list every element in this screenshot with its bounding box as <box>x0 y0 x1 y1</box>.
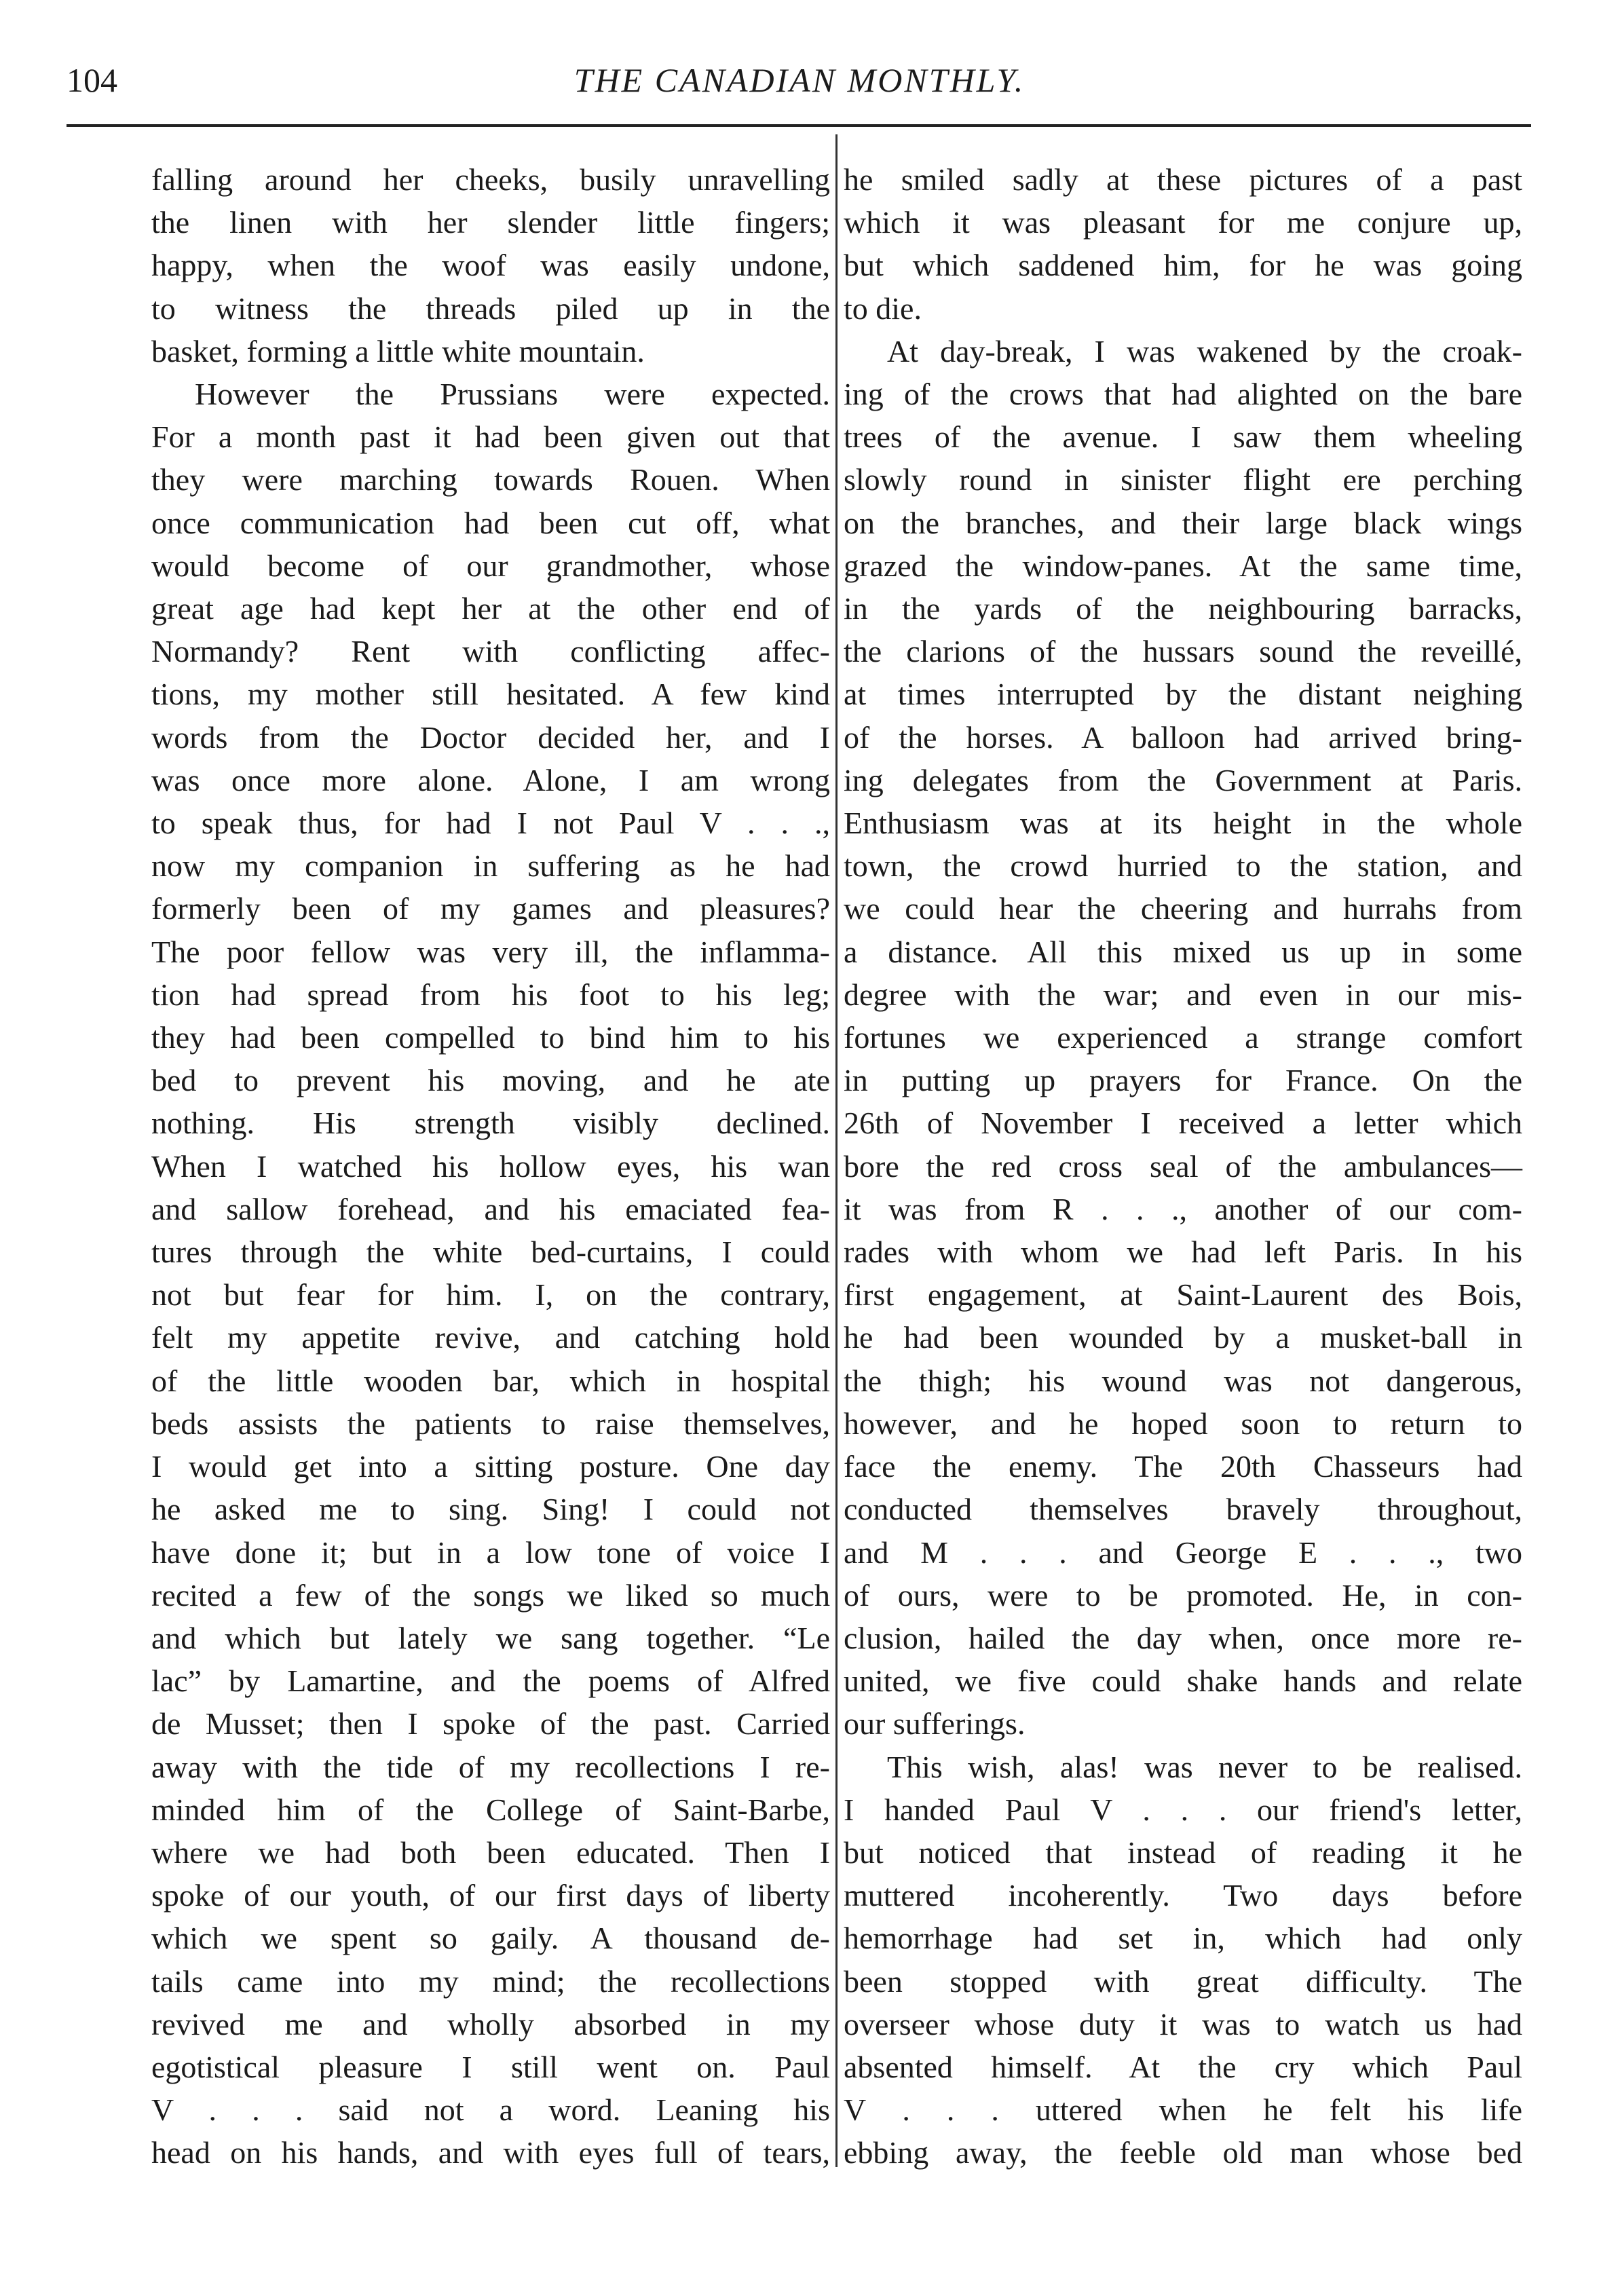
column-divider <box>835 134 838 2167</box>
text-line: falling around her cheeks, busily unravelling <box>151 162 830 197</box>
text-line: was once more alone. Alone, I am wrong <box>151 762 830 797</box>
text-line: lac” by Lamartine, and the poems of Alfred <box>151 1663 830 1699</box>
text-line: have done it; but in a low tone of voice I <box>151 1535 830 1570</box>
text-line: hemorrhage had set in, which had only <box>844 1921 1522 1956</box>
text-line: words from the Doctor decided her, and I <box>151 719 830 755</box>
text-line: but noticed that instead of reading it he <box>844 1834 1522 1870</box>
text-line: and M . . . and George E . . ., two <box>844 1535 1522 1570</box>
text-line: At day-break, I was wakened by the croak- <box>887 333 1522 369</box>
text-line: V . . . uttered when he felt his life <box>844 2092 1522 2128</box>
header-rule <box>67 124 1531 127</box>
text-line: they had been compelled to bind him to his <box>151 1020 830 1055</box>
page-number: 104 <box>67 61 117 99</box>
text-line: however, and he hoped soon to return to <box>844 1406 1522 1441</box>
text-line: away with the tide of my recollections I re- <box>151 1749 830 1784</box>
text-line: face the enemy. The 20th Chasseurs had <box>844 1449 1522 1484</box>
text-line: the linen with her slender little fingers; <box>151 205 830 240</box>
text-line: ing of the crows that had alighted on the bare <box>844 377 1522 412</box>
text-line: conducted themselves bravely throughout, <box>844 1492 1522 1527</box>
text-line: felt my appetite revive, and catching hold <box>151 1320 830 1355</box>
text-line: the thigh; his wound was not dangerous, <box>844 1363 1522 1398</box>
text-line: muttered incoherently. Two days before <box>844 1878 1522 1913</box>
text-line: we could hear the cheering and hurrahs from <box>844 891 1522 926</box>
text-line: he smiled sadly at these pictures of a past <box>844 162 1522 197</box>
text-line: rades with whom we had left Paris. In his <box>844 1235 1522 1270</box>
text-line: degree with the war; and even in our mis- <box>844 977 1522 1012</box>
text-line: spoke of our youth, of our first days of liberty <box>151 1878 830 1913</box>
text-line: in the yards of the neighbouring barracks, <box>844 591 1522 626</box>
text-line: now my companion in suffering as he had <box>151 848 830 884</box>
text-line: tails came into my mind; the recollections <box>151 1963 830 1999</box>
text-line: but which saddened him, for he was going <box>844 248 1522 283</box>
text-line: bore the red cross seal of the ambulances— <box>844 1148 1522 1184</box>
text-line: great age had kept her at the other end of <box>151 591 830 626</box>
text-line: to speak thus, for had I not Paul V . . ., <box>151 806 830 841</box>
text-line: where we had both been educated. Then I <box>151 1834 830 1870</box>
text-line: of ours, were to be promoted. He, in con- <box>844 1577 1522 1613</box>
text-line: This wish, alas! was never to be realised. <box>887 1749 1522 1784</box>
text-line: to die. <box>844 290 922 326</box>
text-line: a distance. All this mixed us up in some <box>844 934 1522 969</box>
text-line: Normandy? Rent with conflicting affec- <box>151 634 830 669</box>
text-line: When I watched his hollow eyes, his wan <box>151 1148 830 1184</box>
text-line: slowly round in sinister flight ere perching <box>844 462 1522 497</box>
text-line: and sallow forehead, and his emaciated fea- <box>151 1191 830 1226</box>
text-line: to witness the threads piled up in the <box>151 290 830 326</box>
text-line: absented himself. At the cry which Paul <box>844 2049 1522 2084</box>
text-line: of the horses. A balloon had arrived bring- <box>844 719 1522 755</box>
text-line: he asked me to sing. Sing! I could not <box>151 1492 830 1527</box>
right-column <box>844 158 1522 2175</box>
text-line: ing delegates from the Government at Paris. <box>844 762 1522 797</box>
text-line: which it was pleasant for me conjure up, <box>844 205 1522 240</box>
text-line: they were marching towards Rouen. When <box>151 462 830 497</box>
text-line: in putting up prayers for France. On the <box>844 1063 1522 1098</box>
text-line: ebbing away, the feeble old man whose bed <box>844 2135 1522 2170</box>
text-line: overseer whose duty it was to watch us had <box>844 2006 1522 2041</box>
text-line: he had been wounded by a musket-ball in <box>844 1320 1522 1355</box>
text-line: tures through the white bed-curtains, I could <box>151 1235 830 1270</box>
text-line: V . . . said not a word. Leaning his <box>151 2092 830 2128</box>
text-line: once communication had been cut off, what <box>151 505 830 540</box>
text-line: first engagement, at Saint-Laurent des Bois, <box>844 1277 1522 1313</box>
text-line: our sufferings. <box>844 1706 1026 1742</box>
running-title: THE CANADIAN MONTHLY. <box>573 61 1026 99</box>
text-line: trees of the avenue. I saw them wheeling <box>844 419 1522 455</box>
text-line: been stopped with great difficulty. The <box>844 1963 1522 1999</box>
text-line: head on his hands, and with eyes full of tears, <box>151 2135 830 2170</box>
text-line: Enthusiasm was at its height in the whole <box>844 806 1522 841</box>
text-line: tions, my mother still hesitated. A few kind <box>151 677 830 712</box>
text-line: beds assists the patients to raise themselves, <box>151 1406 830 1441</box>
text-line: happy, when the woof was easily undone, <box>151 248 830 283</box>
text-line: basket, forming a little white mountain. <box>151 333 645 369</box>
text-line: clusion, hailed the day when, once more re- <box>844 1620 1522 1655</box>
text-line: revived me and wholly absorbed in my <box>151 2006 830 2041</box>
text-line: nothing. His strength visibly declined. <box>151 1106 830 1141</box>
text-line: I would get into a sitting posture. One day <box>151 1449 830 1484</box>
text-line: For a month past it had been given out that <box>151 419 830 455</box>
text-line: at times interrupted by the distant neighing <box>844 677 1522 712</box>
text-line: not but fear for him. I, on the contrary, <box>151 1277 830 1313</box>
left-column <box>151 158 830 2175</box>
text-line: and which but lately we sang together. “Le <box>151 1620 830 1655</box>
text-line: bed to prevent his moving, and he ate <box>151 1063 830 1098</box>
text-line: which we spent so gaily. A thousand de- <box>151 1921 830 1956</box>
text-line: town, the crowd hurried to the station, and <box>844 848 1522 884</box>
text-line: However the Prussians were expected. <box>195 377 830 412</box>
text-line: would become of our grandmother, whose <box>151 548 830 583</box>
text-line: egotistical pleasure I still went on. Paul <box>151 2049 830 2084</box>
text-line: it was from R . . ., another of our com- <box>844 1191 1522 1226</box>
text-line: The poor fellow was very ill, the inflamma- <box>151 934 830 969</box>
text-line: recited a few of the songs we liked so much <box>151 1577 830 1613</box>
text-line: minded him of the College of Saint-Barbe, <box>151 1792 830 1827</box>
text-line: fortunes we experienced a strange comfort <box>844 1020 1522 1055</box>
text-line: united, we five could shake hands and relate <box>844 1663 1522 1699</box>
text-line: formerly been of my games and pleasures? <box>151 891 830 926</box>
text-line: grazed the window-panes. At the same time, <box>844 548 1522 583</box>
text-line: tion had spread from his foot to his leg; <box>151 977 830 1012</box>
text-line: 26th of November I received a letter which <box>844 1106 1522 1141</box>
text-line: de Musset; then I spoke of the past. Carried <box>151 1706 830 1742</box>
text-line: on the branches, and their large black wings <box>844 505 1522 540</box>
text-line: I handed Paul V . . . our friend's letter, <box>844 1792 1522 1827</box>
text-line: of the little wooden bar, which in hospital <box>151 1363 830 1398</box>
text-line: the clarions of the hussars sound the reveillé, <box>844 634 1522 669</box>
